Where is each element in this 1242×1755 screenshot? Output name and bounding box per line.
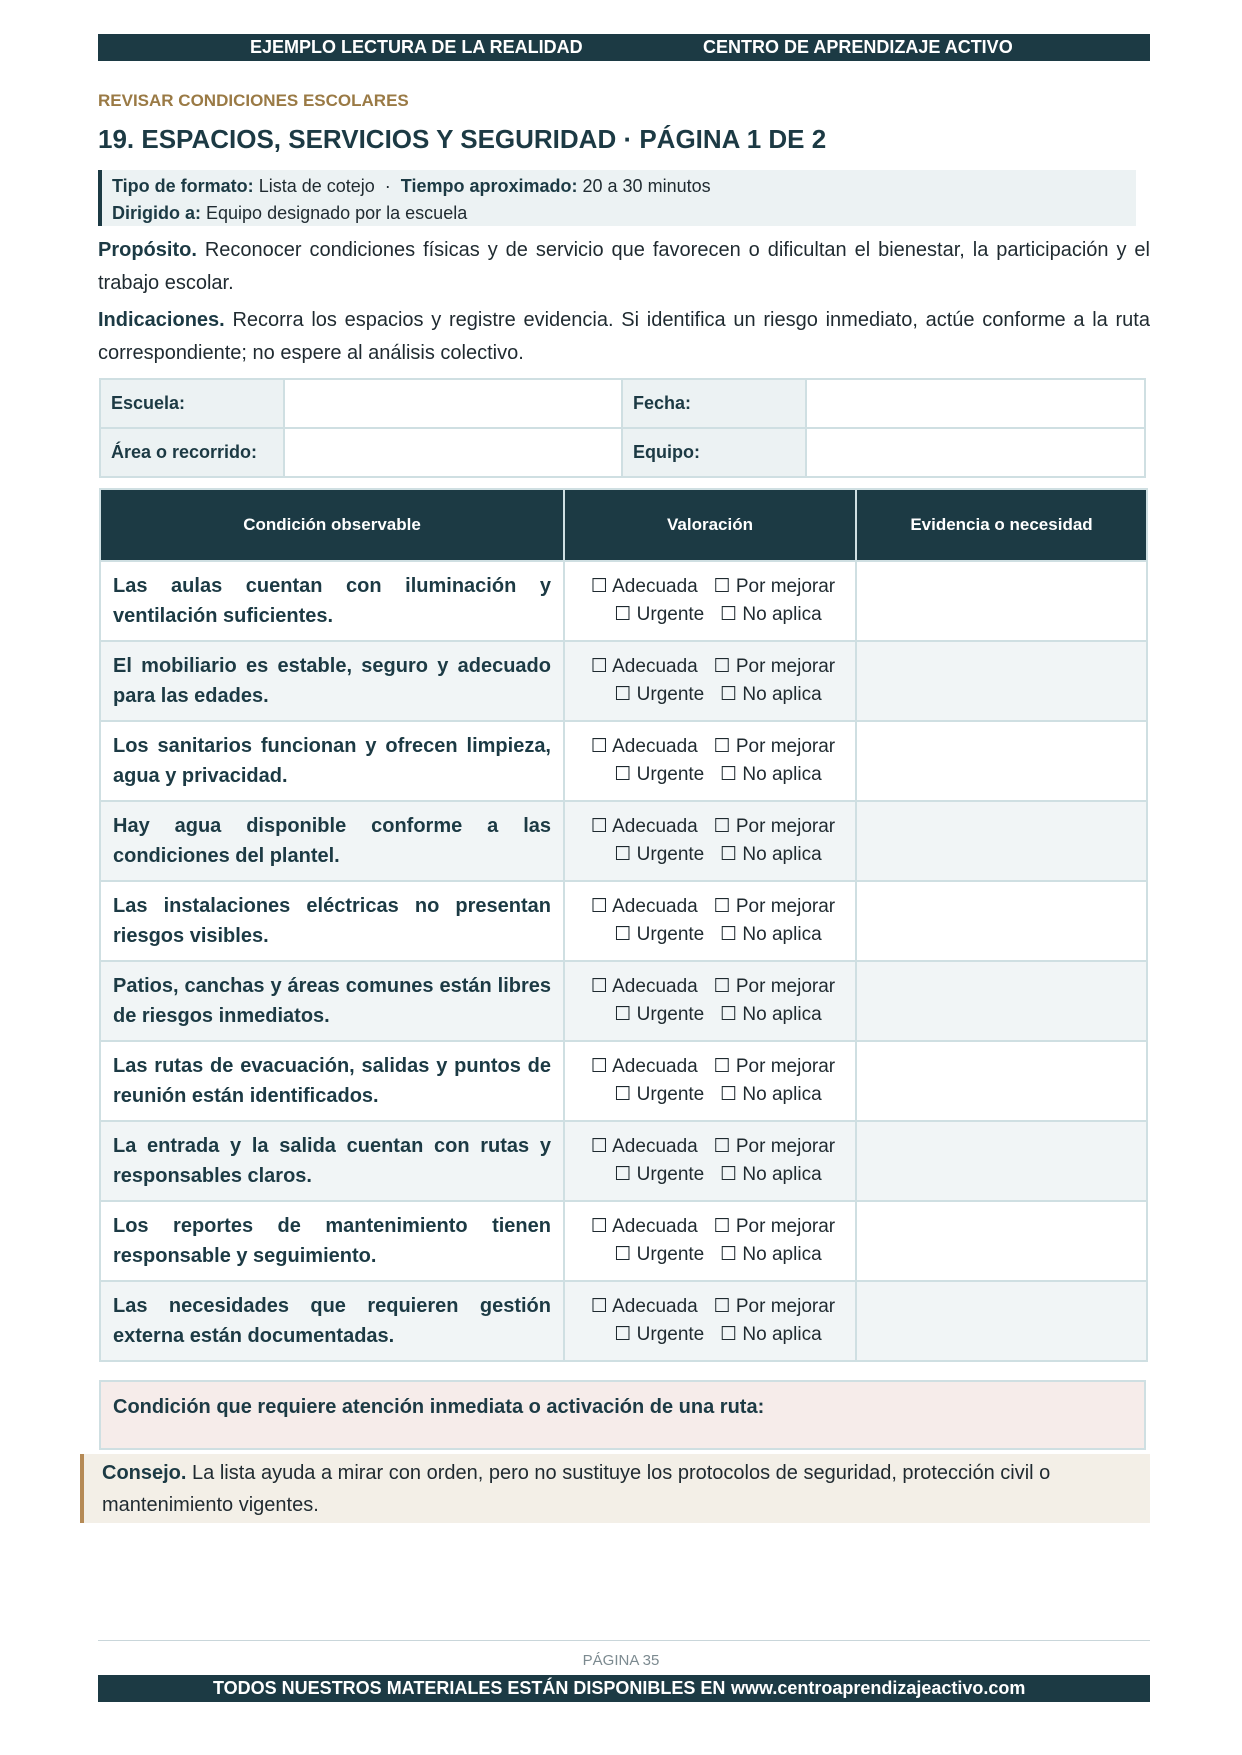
- option-urgente-checkbox[interactable]: ☐ Urgente: [614, 764, 705, 785]
- immediate-attention-box[interactable]: [99, 1380, 1146, 1450]
- evidence-field[interactable]: [856, 961, 1147, 1041]
- option-no-aplica-checkbox[interactable]: ☐ No aplica: [720, 1084, 822, 1105]
- condition-text: Las instalaciones eléctricas no presentan riesgos visibles.: [100, 881, 564, 961]
- option-por-mejorar-checkbox[interactable]: ☐ Por mejorar: [713, 576, 836, 597]
- section-kicker: REVISAR CONDICIONES ESCOLARES: [98, 91, 409, 110]
- footer-bar: [98, 1675, 1150, 1702]
- option-no-aplica-checkbox[interactable]: ☐ No aplica: [720, 764, 822, 785]
- table-row: [100, 1121, 1147, 1201]
- option-urgente-checkbox[interactable]: ☐ Urgente: [614, 1244, 705, 1265]
- rating-options: [564, 641, 856, 721]
- evidence-field[interactable]: [856, 881, 1147, 961]
- condition-text: Las rutas de evacuación, salidas y puntos de reunión están identificados.: [100, 1041, 564, 1121]
- table-row: [100, 561, 1147, 641]
- area-field[interactable]: [284, 428, 622, 477]
- rating-options: [564, 801, 856, 881]
- footer-divider: [98, 1640, 1150, 1641]
- option-adecuada-checkbox[interactable]: ☐ Adecuada: [590, 1296, 698, 1317]
- evidence-field[interactable]: [856, 561, 1147, 641]
- immediate-attention-label: Condición que requiere atención inmediata o activación de una ruta:: [113, 1396, 765, 1418]
- evidence-field[interactable]: [856, 1201, 1147, 1281]
- option-por-mejorar-checkbox[interactable]: ☐ Por mejorar: [713, 736, 836, 757]
- school-field[interactable]: [284, 379, 622, 428]
- tip-box: [80, 1454, 1150, 1523]
- condition-text: El mobiliario es estable, seguro y adecuado para las edades.: [100, 641, 564, 721]
- rating-options: [564, 721, 856, 801]
- option-por-mejorar-checkbox[interactable]: ☐ Por mejorar: [713, 816, 836, 837]
- condition-text: Hay agua disponible conforme a las condiciones del plantel.: [100, 801, 564, 881]
- header-right-text: CENTRO DE APRENDIZAJE ACTIVO: [703, 37, 1013, 57]
- option-urgente-checkbox[interactable]: ☐ Urgente: [614, 1084, 705, 1105]
- rating-options: [564, 1121, 856, 1201]
- option-adecuada-checkbox[interactable]: ☐ Adecuada: [590, 736, 698, 757]
- option-adecuada-checkbox[interactable]: ☐ Adecuada: [590, 816, 698, 837]
- header-bar: [98, 34, 1150, 61]
- option-adecuada-checkbox[interactable]: ☐ Adecuada: [590, 656, 698, 677]
- evidence-field[interactable]: [856, 1121, 1147, 1201]
- format-label: Tipo de formato:: [112, 176, 254, 196]
- format-meta-box: [98, 170, 1136, 226]
- audience-label: Dirigido a:: [112, 203, 201, 223]
- info-table: [99, 378, 1146, 478]
- rating-options: [564, 1041, 856, 1121]
- header-left-text: EJEMPLO LECTURA DE LA REALIDAD: [250, 37, 583, 57]
- team-label: Equipo:: [622, 428, 806, 477]
- rating-options: [564, 1201, 856, 1281]
- meta-line-2: [112, 200, 1126, 227]
- page-title: 19. ESPACIOS, SERVICIOS Y SEGURIDAD · PÁGINA 1 DE 2: [98, 124, 827, 154]
- option-no-aplica-checkbox[interactable]: ☐ No aplica: [720, 924, 822, 945]
- footer-url: www.centroaprendizajeactivo.com: [731, 1678, 1026, 1698]
- table-row: [100, 641, 1147, 721]
- option-por-mejorar-checkbox[interactable]: ☐ Por mejorar: [713, 896, 836, 917]
- option-adecuada-checkbox[interactable]: ☐ Adecuada: [590, 896, 698, 917]
- area-label: Área o recorrido:: [100, 428, 284, 477]
- meta-line-1: [112, 173, 1126, 200]
- option-no-aplica-checkbox[interactable]: ☐ No aplica: [720, 844, 822, 865]
- option-urgente-checkbox[interactable]: ☐ Urgente: [614, 1324, 705, 1345]
- option-no-aplica-checkbox[interactable]: ☐ No aplica: [720, 1004, 822, 1025]
- meta-separator: ·: [384, 176, 391, 196]
- rating-options: [564, 961, 856, 1041]
- option-urgente-checkbox[interactable]: ☐ Urgente: [614, 1004, 705, 1025]
- option-no-aplica-checkbox[interactable]: ☐ No aplica: [720, 1324, 822, 1345]
- option-por-mejorar-checkbox[interactable]: ☐ Por mejorar: [713, 1056, 836, 1077]
- footer-left-text: TODOS NUESTROS MATERIALES ESTÁN DISPONIBLES EN: [213, 1678, 726, 1698]
- time-label: Tiempo aproximado:: [400, 176, 578, 196]
- option-no-aplica-checkbox[interactable]: ☐ No aplica: [720, 684, 822, 705]
- column-header-evidence: Evidencia o necesidad: [856, 489, 1147, 561]
- date-field[interactable]: [806, 379, 1145, 428]
- table-row: [100, 801, 1147, 881]
- option-urgente-checkbox[interactable]: ☐ Urgente: [614, 1164, 705, 1185]
- option-urgente-checkbox[interactable]: ☐ Urgente: [614, 924, 705, 945]
- table-row: [100, 721, 1147, 801]
- option-urgente-checkbox[interactable]: ☐ Urgente: [614, 844, 705, 865]
- page-number: PÁGINA 35: [582, 1652, 660, 1669]
- purpose-paragraph: [98, 234, 1150, 300]
- instructions-paragraph: [98, 304, 1150, 370]
- condition-text: Las necesidades que requieren gestión externa están documentadas.: [100, 1281, 564, 1361]
- rating-options: [564, 561, 856, 641]
- format-value: Lista de cotejo: [258, 176, 375, 196]
- rating-options: [564, 881, 856, 961]
- audience-value: Equipo designado por la escuela: [206, 203, 468, 223]
- table-row: [100, 881, 1147, 961]
- table-row: [100, 1201, 1147, 1281]
- condition-text: La entrada y la salida cuentan con rutas y responsables claros.: [100, 1121, 564, 1201]
- team-field[interactable]: [806, 428, 1145, 477]
- table-row: [100, 1041, 1147, 1121]
- rating-options: [564, 1281, 856, 1361]
- column-header-condition: Condición observable: [100, 489, 564, 561]
- column-header-rating: Valoración: [564, 489, 856, 561]
- condition-text: Los sanitarios funcionan y ofrecen limpieza, agua y privacidad.: [100, 721, 564, 801]
- option-adecuada-checkbox[interactable]: ☐ Adecuada: [590, 576, 698, 597]
- condition-text: Las aulas cuentan con iluminación y ventilación suficientes.: [100, 561, 564, 641]
- option-urgente-checkbox[interactable]: ☐ Urgente: [614, 604, 705, 625]
- evidence-field[interactable]: [856, 1281, 1147, 1361]
- condition-text: Patios, canchas y áreas comunes están libres de riesgos inmediatos.: [100, 961, 564, 1041]
- evidence-field[interactable]: [856, 1041, 1147, 1121]
- option-no-aplica-checkbox[interactable]: ☐ No aplica: [720, 604, 822, 625]
- option-adecuada-checkbox[interactable]: ☐ Adecuada: [590, 976, 698, 997]
- tip-label: Consejo.: [102, 1462, 187, 1484]
- instructions-label: Indicaciones.: [98, 309, 225, 331]
- evidence-field[interactable]: [856, 721, 1147, 801]
- option-no-aplica-checkbox[interactable]: ☐ No aplica: [720, 1244, 822, 1265]
- option-urgente-checkbox[interactable]: ☐ Urgente: [614, 684, 705, 705]
- option-no-aplica-checkbox[interactable]: ☐ No aplica: [720, 1164, 822, 1185]
- option-adecuada-checkbox[interactable]: ☐ Adecuada: [590, 1136, 698, 1157]
- table-row: [100, 961, 1147, 1041]
- checklist-table: [99, 488, 1148, 1362]
- table-row: [100, 1281, 1147, 1361]
- option-adecuada-checkbox[interactable]: ☐ Adecuada: [590, 1216, 698, 1237]
- time-value: 20 a 30 minutos: [582, 176, 711, 196]
- condition-text: Los reportes de mantenimiento tienen responsable y seguimiento.: [100, 1201, 564, 1281]
- date-label: Fecha:: [622, 379, 806, 428]
- option-por-mejorar-checkbox[interactable]: ☐ Por mejorar: [713, 1136, 836, 1157]
- option-por-mejorar-checkbox[interactable]: ☐ Por mejorar: [713, 976, 836, 997]
- option-adecuada-checkbox[interactable]: ☐ Adecuada: [590, 1056, 698, 1077]
- purpose-label: Propósito.: [98, 239, 197, 261]
- option-por-mejorar-checkbox[interactable]: ☐ Por mejorar: [713, 1296, 836, 1317]
- evidence-field[interactable]: [856, 801, 1147, 881]
- evidence-field[interactable]: [856, 641, 1147, 721]
- option-por-mejorar-checkbox[interactable]: ☐ Por mejorar: [713, 656, 836, 677]
- option-por-mejorar-checkbox[interactable]: ☐ Por mejorar: [713, 1216, 836, 1237]
- instructions-text: Recorra los espacios y registre evidencia. Si identifica un riesgo inmediato, actúe conforme a la ruta correspondiente; no espere al análisis colectivo.: [98, 309, 1150, 364]
- school-label: Escuela:: [100, 379, 284, 428]
- purpose-text: Reconocer condiciones físicas y de servicio que favorecen o dificultan el bienestar, la participación y el trabajo escolar.: [98, 239, 1150, 294]
- tip-text: La lista ayuda a mirar con orden, pero no sustituye los protocolos de seguridad, protección civil o mantenimiento vigentes.: [102, 1462, 1051, 1516]
